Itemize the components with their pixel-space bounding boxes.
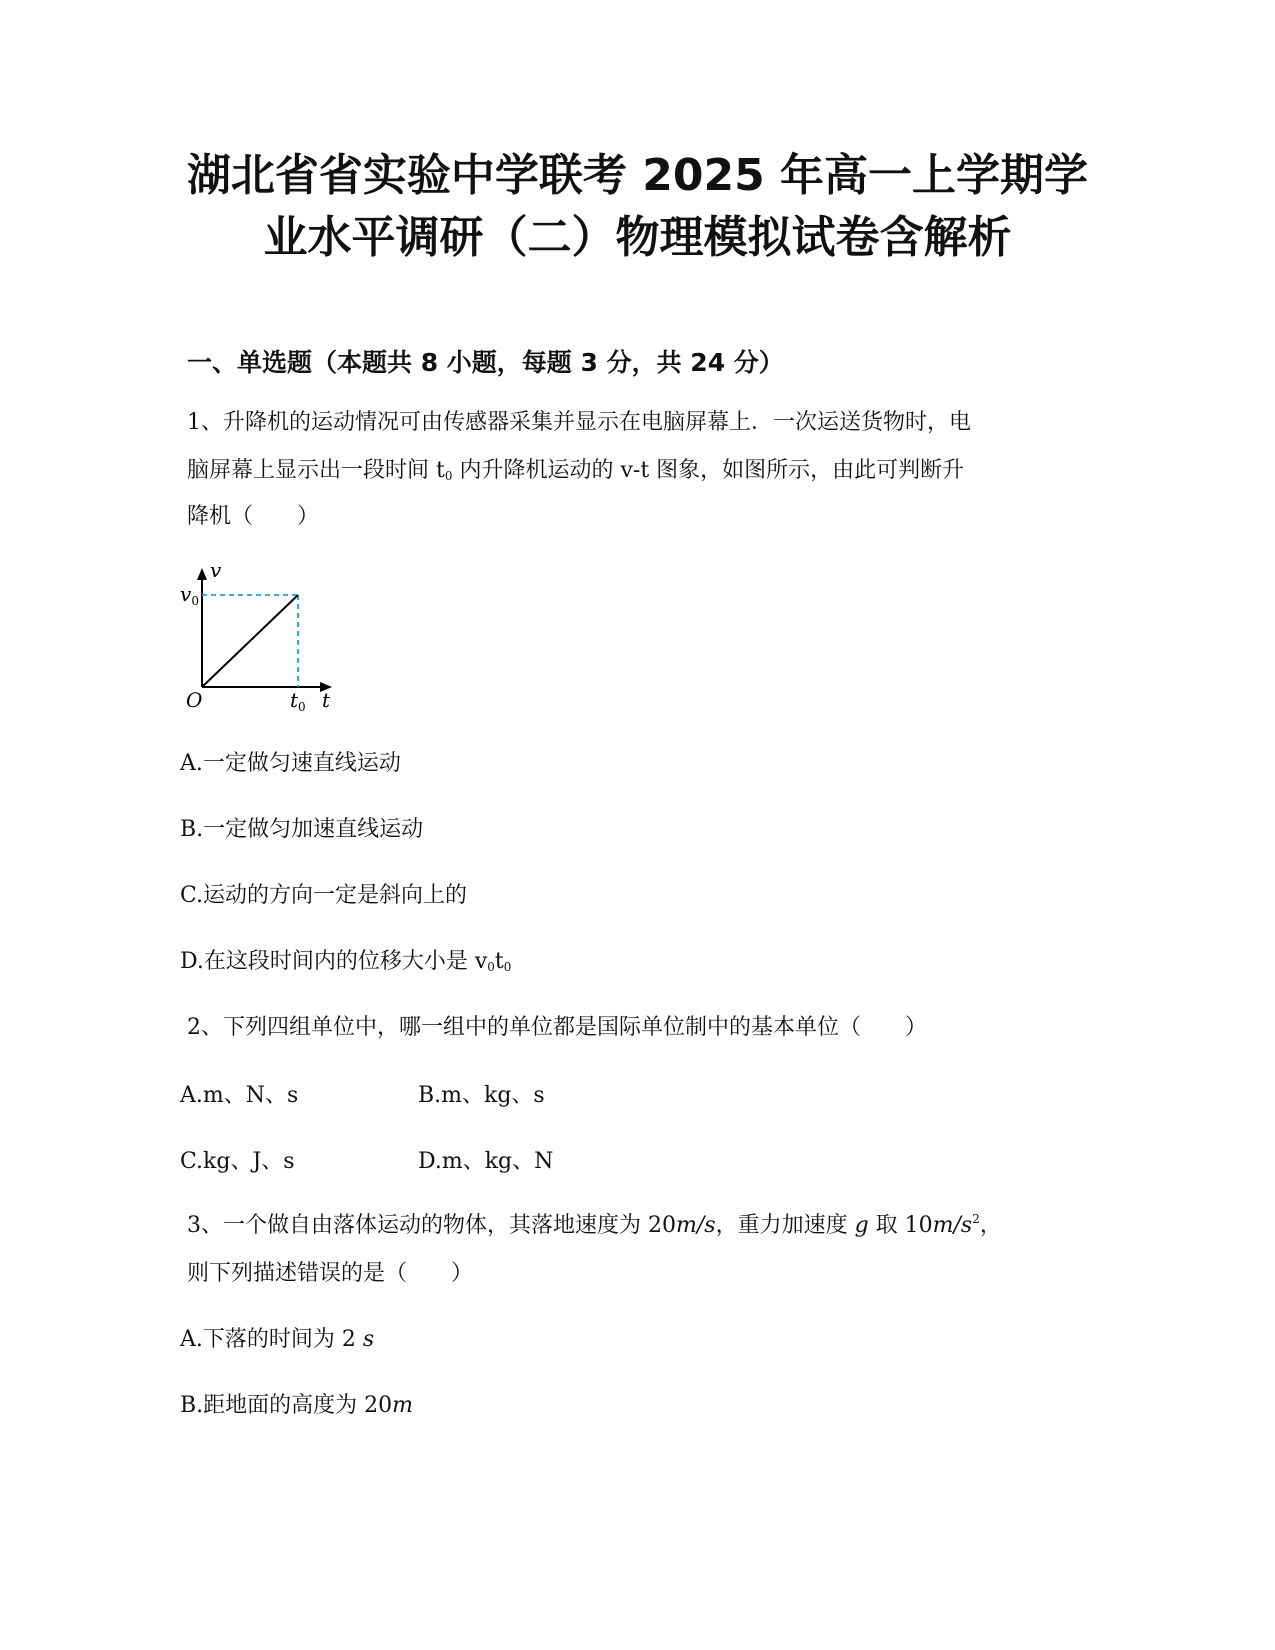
v-axis-label: v <box>210 558 222 582</box>
q1-stem-line-2 <box>187 453 964 484</box>
v0-label-sub: 0 <box>191 594 199 608</box>
vt-graph-figure <box>180 558 360 750</box>
q1-option-d-sub2: 0 <box>503 960 512 974</box>
q3-option-a <box>180 1322 374 1353</box>
q1-option-d <box>180 944 511 975</box>
q3-option-b-text: B.距地面的高度为 20 <box>180 1393 393 1418</box>
q3-stem-c: 取 10 <box>868 1213 933 1238</box>
q2-option-b: B.m、kg、s <box>418 1083 545 1108</box>
q1-option-d-sub1: 0 <box>487 960 495 974</box>
q1-option-d-pre: D.在这段时间内的位移大小是 v <box>180 949 488 974</box>
q3-stem-line-2: 则下列描述错误的是（ ） <box>187 1261 474 1286</box>
t0-label-sub: 0 <box>298 700 306 714</box>
q1-stem-line-2-pre: 脑屏幕上显示出一段时间 t <box>187 458 445 483</box>
q2-stem: 2、下列四组单位中，哪一组中的单位都是国际单位制中的基本单位（ ） <box>187 1015 927 1040</box>
q2-option-c: C.kg、J、s <box>180 1149 295 1174</box>
q3-stem-b: ，重力加速度 <box>715 1213 855 1238</box>
origin-label: O <box>186 688 203 712</box>
q1-option-d-mid: t <box>494 949 504 974</box>
q1-option-c: C.运动的方向一定是斜向上的 <box>180 883 468 908</box>
q1-t0-subscript: 0 <box>444 469 453 483</box>
q3-stem-d: ， <box>979 1213 1002 1238</box>
q3-unit-ms2-exponent: 2 <box>972 1212 980 1226</box>
section-heading-single-choice: 一、单选题（本题共 8 小题，每题 3 分，共 24 分） <box>187 348 784 377</box>
q1-option-b: B.一定做匀加速直线运动 <box>180 817 424 842</box>
t0-label-main: t <box>290 688 299 712</box>
t-axis-label: t <box>322 688 331 712</box>
q3-unit-ms2: m/s <box>932 1213 973 1238</box>
document-title-line-2: 业水平调研（二）物理模拟试卷含解析 <box>263 212 1012 263</box>
q3-option-a-unit: s <box>362 1327 375 1352</box>
q1-stem-line-1: 1、升降机的运动情况可由传感器采集并显示在电脑屏幕上．一次运送货物时，电 <box>187 410 971 435</box>
q3-symbol-g: g <box>854 1213 869 1238</box>
v-axis-arrow <box>197 568 207 580</box>
q2-option-a: A.m、N、s <box>180 1083 299 1108</box>
q1-option-a: A.一定做匀速直线运动 <box>180 751 401 776</box>
v0-label-main: v <box>180 582 192 606</box>
q3-option-a-text: A.下落的时间为 2 <box>180 1327 363 1352</box>
q3-option-b-unit: m <box>392 1393 414 1418</box>
q3-stem-line-1 <box>187 1208 1002 1239</box>
q1-stem-line-3: 降机（ ） <box>187 504 320 529</box>
v0-label <box>180 582 199 608</box>
document-title-line-1: 湖北省省实验中学联考 2025 年高一上学期学 <box>186 150 1089 201</box>
q1-stem-line-2-post: 内升降机运动的 v-t 图象，如图所示，由此可判断升 <box>452 458 965 483</box>
t0-label <box>290 688 306 714</box>
q3-unit-ms: m/s <box>676 1213 716 1238</box>
q2-option-d: D.m、kg、N <box>418 1149 554 1174</box>
velocity-line <box>202 595 298 687</box>
q3-stem-a: 3、一个做自由落体运动的物体，其落地速度为 20 <box>187 1213 676 1238</box>
q3-option-b <box>180 1388 413 1419</box>
